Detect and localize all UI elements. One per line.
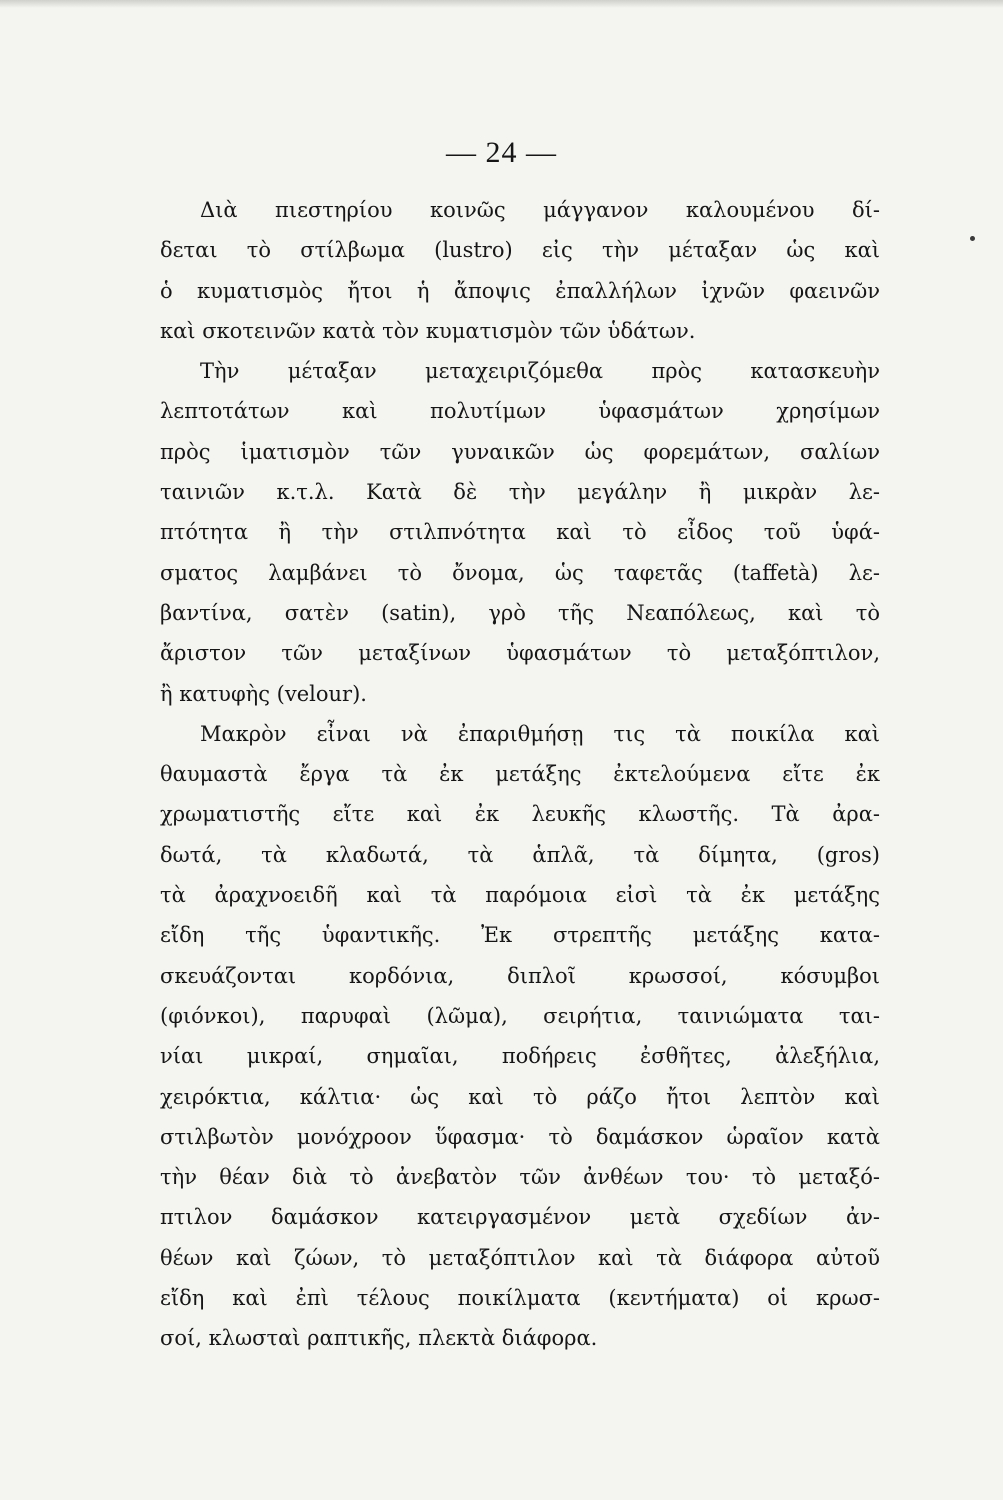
text-line: σοί, κλωσταὶ ραπτικῆς, πλεκτὰ διάφορα. bbox=[160, 1326, 598, 1351]
text-line: θέων καὶ ζώων, τὸ μεταξόπτιλον καὶ τὰ διάφορα αὐτοῦ bbox=[160, 1245, 880, 1270]
text-line: καὶ σκοτεινῶν κατὰ τὸν κυματισμὸν τῶν ὑδάτων. bbox=[160, 318, 696, 343]
text-line: εἴδη καὶ ἐπὶ τέλους ποικίλματα (κεντήματα) οἱ κρωσ- bbox=[160, 1286, 880, 1311]
text-line: Διὰ πιεστηρίου κοινῶς μάγγανον καλουμένου δί- bbox=[200, 198, 880, 222]
text-line: χειρόκτια, κάλτια· ὡς καὶ τὸ ράζο ἤτοι λεπτὸν καὶ bbox=[160, 1084, 880, 1109]
text-line: ταινιῶν κ.τ.λ. Κατὰ δὲ τὴν μεγάλην ἢ μικρὰν λε- bbox=[160, 480, 880, 505]
text-line: πτότητα ἢ τὴν στιλπνότητα καὶ τὸ εἶδος τοῦ ὑφά- bbox=[160, 520, 880, 545]
text-line: σματος λαμβάνει τὸ ὄνομα, ὡς ταφετᾶς (taffetà) λε- bbox=[160, 560, 880, 585]
text-line: τὴν θέαν διὰ τὸ ἀνεβατὸν τῶν ἀνθέων του· τὸ μεταξό- bbox=[160, 1165, 880, 1190]
text-line: Τὴν μέταξαν μεταχειριζόμεθα πρὸς κατασκευὴν bbox=[200, 359, 880, 384]
text-line: νίαι μικραί, σημαῖαι, ποδήρεις ἐσθῆτες, ἀλεξήλια, bbox=[160, 1044, 880, 1069]
text-line: Μακρὸν εἶναι νὰ ἐπαριθμήσῃ τις τὰ ποικίλα καὶ bbox=[200, 721, 880, 746]
text-line: ἄριστον τῶν μεταξίνων ὑφασμάτων τὸ μεταξόπτιλον, bbox=[160, 641, 880, 666]
text-line: εἴδη τῆς ὑφαντικῆς. Ἐκ στρεπτῆς μετάξης κατα- bbox=[160, 923, 880, 948]
text-line: θαυμαστὰ ἔργα τὰ ἐκ μετάξης ἐκτελούμενα εἴτε ἐκ bbox=[160, 762, 880, 787]
text-line: δεται τὸ στίλβωμα (lustro) εἰς τὴν μέταξαν ὡς καὶ bbox=[160, 238, 880, 263]
text-line: πτιλον δαμάσκον κατειργασμένον μετὰ σχεδίων ἀν- bbox=[160, 1205, 880, 1230]
page-number: — 24 — bbox=[446, 136, 557, 169]
text-line: (φιόνκοι), παρυφαὶ (λῶμα), σειρήτια, ταινιώματα ται- bbox=[160, 1003, 880, 1028]
page-edge bbox=[0, 0, 1003, 8]
text-line: σκευάζονται κορδόνια, διπλοῖ κρωσσοί, κόσυμβοι bbox=[160, 963, 880, 988]
text-line: βαντίνα, σατὲν (satin), γρὸ τῆς Νεαπόλεως, καὶ τὸ bbox=[160, 600, 880, 625]
text-line: ἢ κατυφὴς (velour). bbox=[160, 681, 367, 706]
text-line: πρὸς ἱματισμὸν τῶν γυναικῶν ὡς φορεμάτων, σαλίων bbox=[160, 439, 880, 464]
text-line: χρωματιστῆς εἴτε καὶ ἐκ λευκῆς κλωστῆς. Τὰ ἀρα- bbox=[160, 802, 880, 827]
ink-speck bbox=[970, 236, 975, 241]
text-line: ὁ κυματισμὸς ἤτοι ἡ ἄποψις ἐπαλλήλων ἰχνῶν φαεινῶν bbox=[160, 278, 880, 303]
text-line: λεπτοτάτων καὶ πολυτίμων ὑφασμάτων χρησίμων bbox=[160, 399, 880, 424]
body-text bbox=[160, 190, 880, 1359]
text-line: δωτά, τὰ κλαδωτά, τὰ ἁπλᾶ, τὰ δίμητα, (gros) bbox=[160, 842, 880, 867]
text-line: τὰ ἀραχνοειδῆ καὶ τὰ παρόμοια εἰσὶ τὰ ἐκ μετάξης bbox=[160, 883, 880, 908]
text-line: στιλβωτὸν μονόχροον ὕφασμα· τὸ δαμάσκον ὡραῖον κατὰ bbox=[160, 1124, 880, 1149]
